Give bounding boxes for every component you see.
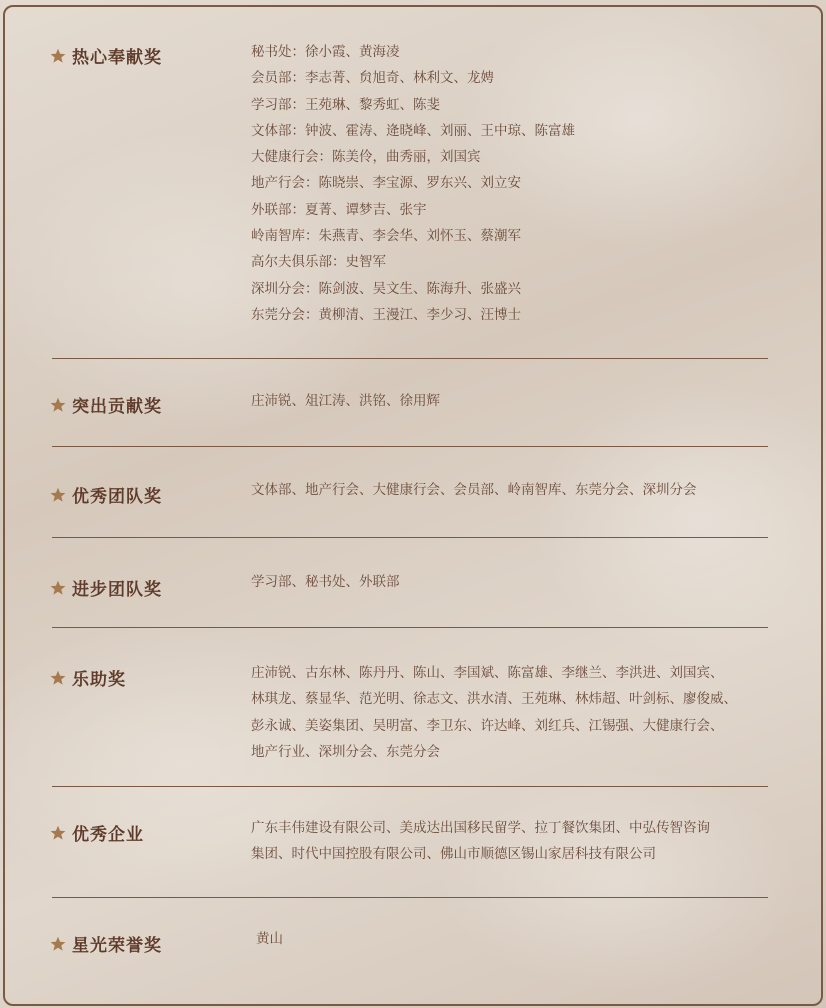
list-item: 集团、时代中国控股有限公司、佛山市顺德区锡山家居科技有限公司 [251, 846, 656, 863]
list-item: 外联部：夏菁、谭梦吉、张宇 [251, 201, 427, 218]
list-item: 岭南智库：朱燕青、李会华、刘怀玉、蔡潮军 [251, 228, 521, 245]
list-item: 庄沛锐、俎江涛、洪铭、徐用辉 [251, 393, 440, 409]
section-items-progress-team [251, 569, 781, 595]
list-item: 深圳分会：陈剑波、吴文生、陈海升、张盛兴 [251, 280, 521, 297]
section-title-text: 星光荣誉奖 [72, 936, 162, 956]
star-icon [50, 580, 66, 596]
section-divider [52, 897, 768, 898]
list-item: 秘书处：徐小霞、黄海凌 [251, 44, 400, 60]
list-item: 彭永诚、美姿集团、吴明富、李卫东、许达峰、刘红兵、江锡强、大健康行会、 [251, 717, 724, 734]
list-item: 大健康行会：陈美伶，曲秀丽，刘国宾 [251, 149, 481, 166]
section-divider [52, 446, 768, 447]
list-item: 高尔夫俱乐部：史智军 [251, 254, 386, 271]
list-item: 学习部、秘书处、外联部 [251, 574, 400, 590]
list-item: 地产行业、深圳分会、东莞分会 [251, 743, 440, 760]
list-item: 庄沛锐、古东林、陈丹丹、陈山、李国斌、陈富雄、李继兰、李洪进、刘国宾、 [251, 665, 724, 681]
section-title-excellent-enterprise [50, 820, 144, 845]
section-items-enthusiastic-dedication [251, 39, 781, 328]
star-icon [50, 936, 66, 952]
list-item: 东莞分会：黄柳清、王漫江、李少习、汪博士 [251, 306, 521, 323]
section-title-starlight-honor [50, 931, 162, 956]
section-title-outstanding-contribution [50, 392, 162, 417]
section-title-text: 乐助奖 [72, 670, 126, 690]
section-title-progress-team [50, 575, 162, 600]
list-item: 学习部：王苑琳、黎秀虹、陈斐 [251, 96, 440, 113]
list-item: 黄山 [256, 931, 283, 947]
star-icon [50, 670, 66, 686]
star-icon [50, 397, 66, 413]
section-title-excellent-team [50, 482, 162, 507]
list-item: 地产行会：陈晓崇、李宝源、罗东兴、刘立安 [251, 175, 521, 192]
section-divider [52, 537, 768, 538]
list-item: 林琪龙、蔡显华、范光明、徐志文、洪水清、王苑琳、林炜超、叶剑标、廖俊威、 [251, 691, 737, 708]
section-items-excellent-enterprise [251, 815, 781, 868]
section-title-text: 热心奉献奖 [72, 48, 162, 68]
section-title-text: 优秀团队奖 [72, 487, 162, 507]
section-items-excellent-team [251, 477, 781, 503]
star-icon [50, 825, 66, 841]
section-title-enthusiastic-dedication [50, 43, 162, 68]
section-divider [52, 627, 768, 628]
list-item: 会员部：李志菁、贠旭奇、林利文、龙娉 [251, 70, 494, 87]
section-title-helpful-award [50, 665, 126, 690]
section-items-starlight-honor [256, 926, 786, 952]
section-divider [52, 786, 768, 787]
list-item: 文体部：钟波、霍涛、逄晓峰、刘丽、王中琼、陈富雄 [251, 122, 575, 139]
section-items-helpful-award [251, 660, 781, 765]
list-item: 广东丰伟建设有限公司、美成达出国移民留学、拉丁餐饮集团、中弘传智咨询 [251, 820, 710, 836]
section-title-text: 进步团队奖 [72, 580, 162, 600]
star-icon [50, 487, 66, 503]
list-item: 文体部、地产行会、大健康行会、会员部、岭南智库、东莞分会、深圳分会 [251, 482, 697, 498]
star-icon [50, 48, 66, 64]
section-items-outstanding-contribution [251, 388, 781, 414]
section-title-text: 突出贡献奖 [72, 397, 162, 417]
section-title-text: 优秀企业 [72, 825, 144, 845]
section-divider [52, 358, 768, 359]
